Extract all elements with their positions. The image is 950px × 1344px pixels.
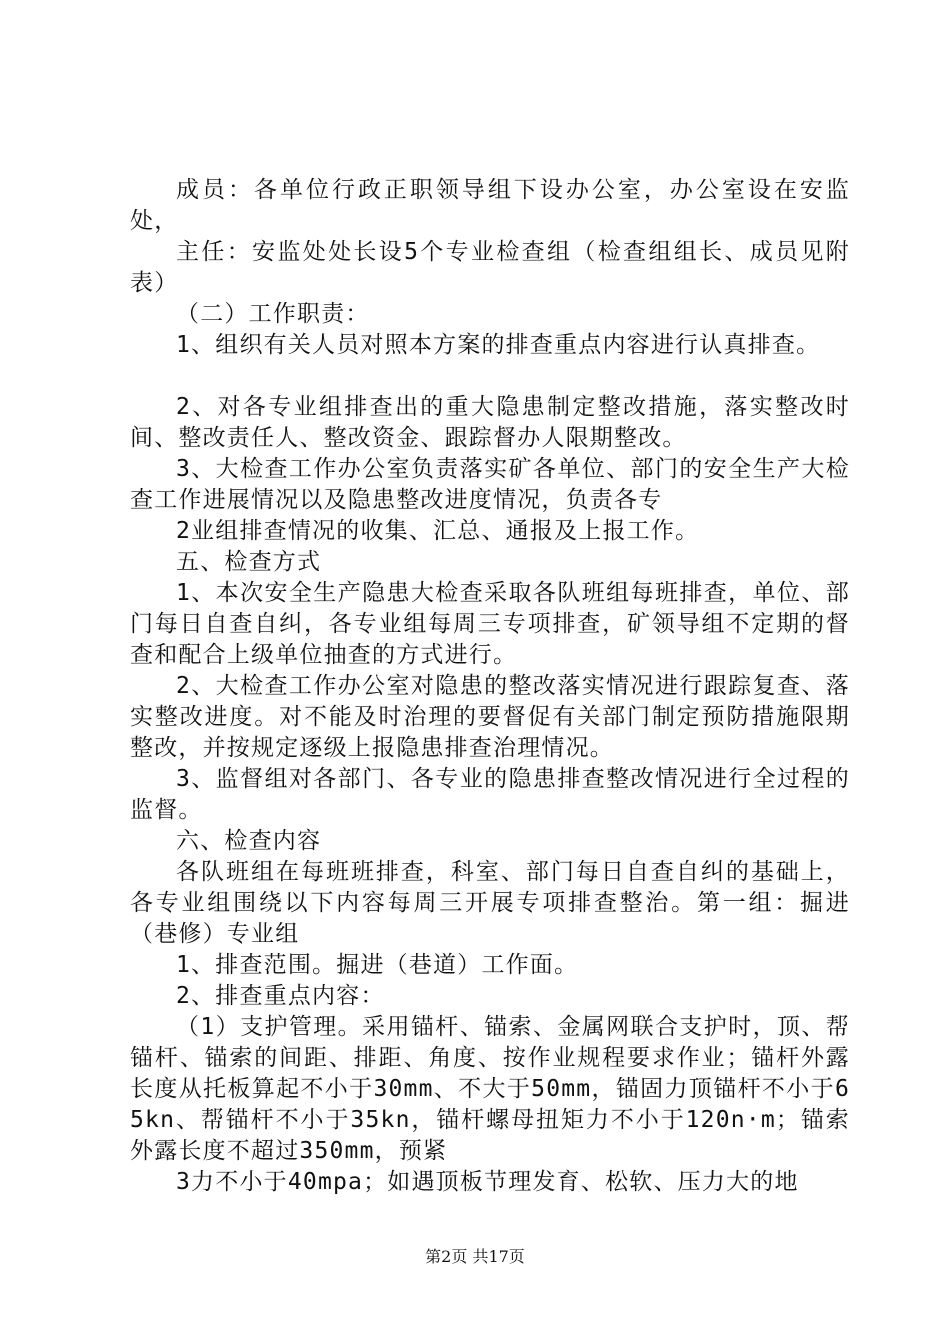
paragraph-duty-3-cont: 2业组排查情况的收集、汇总、通报及上报工作。 — [176, 518, 700, 544]
paragraph-duty-3: 3、大检查工作办公室负责落实矿各单位、部门的安全生产大检查工作进展情况以及隐患整改进度情况，负责各专 — [130, 456, 850, 513]
page-footer: 第2页 共17页 — [425, 1247, 525, 1266]
paragraph-content-intro: 各队班组在每班班排查，科室、部门每日自查自纠的基础上，各专业组围绕以下内容每周三开展专项排查整治。第一组：掘进（巷修）专业组 — [130, 859, 850, 947]
paragraph-key-items: 2、排查重点内容： — [176, 983, 385, 1009]
document-body — [130, 175, 850, 1198]
heading-work-duties: （二）工作职责： — [176, 301, 370, 327]
heading-inspection-method: 五、检查方式 — [176, 549, 322, 575]
paragraph-support-management: （1）支护管理。采用锚杆、锚索、金属网联合支护时，顶、帮锚杆、锚索的间距、排距、角度、按作业规程要求作业；锚杆外露长度从托板算起不小于30mm、不大于50mm，锚固力顶锚杆不小于65kn、帮锚杆不小于35kn，锚杆螺母扭矩力不小于120n·m；锚索外露长度不超过350mm，预紧 — [130, 1014, 850, 1164]
heading-inspection-content: 六、检查内容 — [176, 828, 322, 854]
paragraph-members: 成员：各单位行政正职领导组下设办公室，办公室设在安监处， — [130, 177, 850, 234]
paragraph-director: 主任：安监处处长设5个专业检查组（检查组组长、成员见附表） — [130, 239, 850, 296]
paragraph-support-cont: 3力不小于40mpa；如遇顶板节理发育、松软、压力大的地 — [176, 1169, 799, 1195]
paragraph-method-2: 2、大检查工作办公室对隐患的整改落实情况进行跟踪复查、落实整改进度。对不能及时治理的要督促有关部门制定预防措施限期整改，并按规定逐级上报隐患排查治理情况。 — [130, 673, 850, 761]
paragraph-method-3: 3、监督组对各部门、各专业的隐患排查整改情况进行全过程的监督。 — [130, 766, 850, 823]
paragraph-duty-1: 1、组织有关人员对照本方案的排查重点内容进行认真排查。 — [176, 332, 821, 358]
paragraph-method-1: 1、本次安全生产隐患大检查采取各队班组每班排查，单位、部门每日自查自纠，各专业组每周三专项排查，矿领导组不定期的督查和配合上级单位抽查的方式进行。 — [130, 580, 850, 668]
paragraph-duty-2: 2、对各专业组排查出的重大隐患制定整改措施，落实整改时间、整改责任人、整改资金、跟踪督办人限期整改。 — [130, 394, 850, 451]
paragraph-scope: 1、排查范围。掘进（巷道）工作面。 — [176, 952, 579, 978]
